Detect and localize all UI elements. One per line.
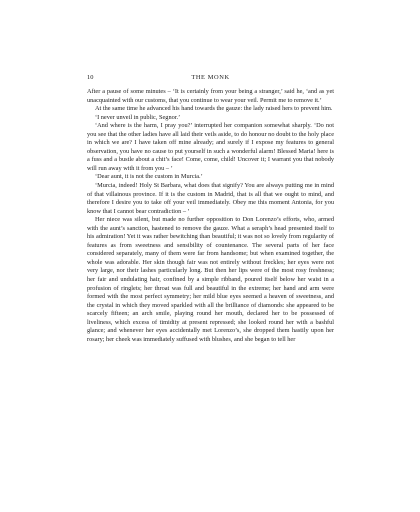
- page-number: 10: [87, 74, 94, 81]
- paragraph: After a pause of some minutes – ‘It is certainly from your being a stranger,’ said he, ‘and as yet unacquainted with our customs, that you continue to wear your veil. Permit me to remove it.’: [87, 88, 334, 104]
- paragraph: ‘And where is the harm, I pray you?’ interrupted her companion somewhat sharply. ‘Do not you see that the other ladies have all laid their veils aside, to do honour no doubt to the holy place in which we are? I have taken off mine already; and surely if I expose my features to general observation, you have no cause to put yourself in such a wonderful alarm! Blessed Maria! here is a fuss and a bustle about a chit’s face! Come, come, child! Uncover it; I warrant you that nobody will run away with it from you – ’: [87, 122, 334, 172]
- body-text: [87, 88, 334, 344]
- paragraph: ‘Dear aunt, it is not the custom in Murcia.’: [95, 173, 203, 181]
- paragraph: ‘I never unveil in public, Segnor.’: [95, 113, 181, 121]
- paragraph: At the same time he advanced his hand towards the gauze: the lady raised hers to prevent him.: [95, 105, 333, 113]
- paragraph: Her niece was silent, but made no further opposition to Don Lorenzo’s efforts, who, armed with the aunt’s sanction, hastened to remove the gauze. What a seraph’s head presented itself to his admiration! Yet it was rather bewitching than beautiful; it was not so lovely from regularity of features as from sweetness and sensibility of countenance. The several parts of her face considered separately, many of them were far from handsome; but when examined together, the whole was adorable. Her skin though fair was not entirely without freckles; her eyes were not very large, nor their lashes particularly long. But then her lips were of the most rosy freshness; her fair and undulating hair, confined by a simple ribband, poured itself below her waist in a profusion of ringlets; her throat was full and beautiful in the extreme; her hand and arm were formed with the most perfect symmetry; her mild blue eyes seemed a heaven of sweetness, and the crystal in which they moved sparkled with all the brilliance of diamonds: she appeared to be scarcely fifteen; an arch smile, playing round her mouth, declared her to be possessed of liveliness, which excess of timidity at present repressed; she looked round her with a bashful glance; and whenever her eyes accidentally met Lorenzo’s, she dropped them hastily upon her rosary; her cheek was immediately suffused with blushes, and she began to tell her: [87, 216, 334, 343]
- running-head: [87, 73, 334, 83]
- paragraph: ‘Murcia, indeed! Holy St Barbara, what does that signify? You are always putting me in mind of that villainous province. If it is the custom in Madrid, that is all that we ought to mind, and therefore I desire you to take off your veil immediately. Obey me this moment Antonia, for you know that I cannot bear contradiction – ’: [87, 182, 334, 215]
- running-title: THE MONK: [191, 74, 230, 81]
